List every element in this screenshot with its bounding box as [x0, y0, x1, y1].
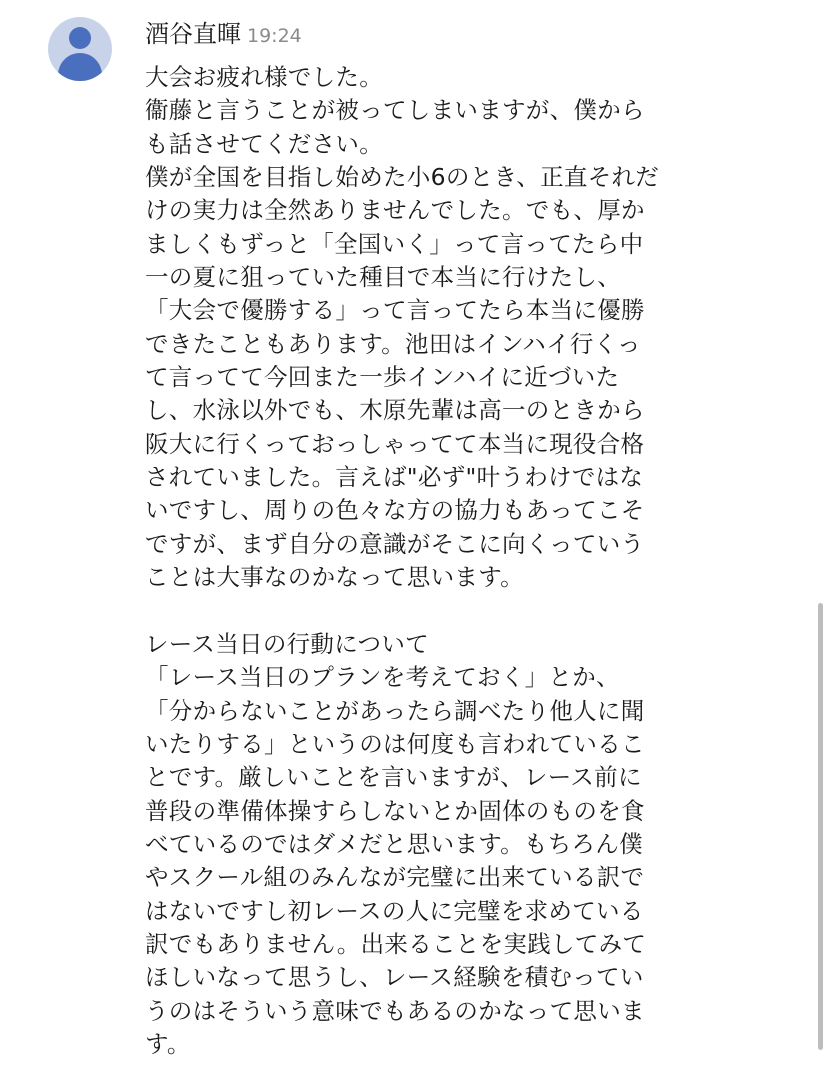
- message-line: けの実力は全然ありませんでした。でも、厚か: [145, 196, 645, 225]
- message-line: 衞藤と言うことが被ってしまいますが、僕から: [145, 96, 645, 125]
- message-line: はないですし初レースの人に完璧を求めている: [145, 896, 644, 925]
- message-line: ましくもずっと「全国いく」って言ってたら中: [145, 229, 644, 258]
- user-silhouette-body: [58, 53, 102, 81]
- message-line: やスクール組のみんなが完璧に出来ている訳で: [145, 863, 645, 892]
- message-line: 僕が全国を目指し始めた小6のとき、正直それだ: [145, 163, 660, 192]
- message-line: ことは大事なのかなって思います。: [145, 563, 524, 592]
- message-line: されていました。言えば"必ず"叶うわけではな: [145, 463, 644, 492]
- default-user-icon: [69, 27, 91, 49]
- message-header: [145, 14, 302, 54]
- sender-name[interactable]: 酒谷直暉: [145, 20, 241, 48]
- vertical-scrollbar[interactable]: [818, 603, 823, 1050]
- message-line: ですが、まず自分の意識がそこに向くっていう: [145, 529, 645, 558]
- message-line: ほしいなって思うし、レース経験を積むってい: [145, 963, 644, 992]
- message-timestamp: 19:24: [247, 25, 302, 47]
- message-line: 訳でもありません。出来ることを実践してみて: [145, 929, 647, 958]
- message-body: [145, 61, 805, 1061]
- message-line: べているのではダメだと思います。もちろん僕: [145, 829, 643, 858]
- message-line: 「レース当日のプランを考えておく」とか、: [145, 663, 620, 692]
- avatar[interactable]: [48, 17, 112, 81]
- message-line: レース当日の行動について: [145, 629, 429, 658]
- message-line: いたりする」というのは何度も言われているこ: [145, 729, 645, 758]
- message-line: うのはそういう意味でもあるのかなって思いま: [145, 996, 645, 1025]
- message-line: も話させてください。: [145, 129, 383, 158]
- message-line: 「大会で優勝する」って言ってたら本当に優勝: [145, 296, 645, 325]
- message-line: 一の夏に狙っていた種目で本当に行けたし、: [145, 263, 621, 292]
- message-line: て言ってて今回また一歩インハイに近づいた: [145, 363, 620, 392]
- message-line: 大会お疲れ様でした。: [145, 63, 383, 91]
- message-line: とです。厳しいことを言いますが、レース前に: [145, 763, 642, 792]
- message-line: [145, 595, 805, 628]
- message-line: 阪大に行くっておっしゃってて本当に現役合格: [145, 429, 645, 458]
- message-line: す。: [145, 1029, 191, 1058]
- message-line: いですし、周りの色々な方の協力もあってこそ: [145, 496, 645, 525]
- message-line: 「分からないことがあったら調べたり他人に聞: [145, 696, 645, 725]
- message-line: し、水泳以外でも、木原先輩は高一のときから: [145, 396, 645, 425]
- message-line: 普段の準備体操すらしないとか固体のものを食: [145, 796, 645, 825]
- message-line: できたこともあります。池田はインハイ行くっ: [145, 329, 641, 358]
